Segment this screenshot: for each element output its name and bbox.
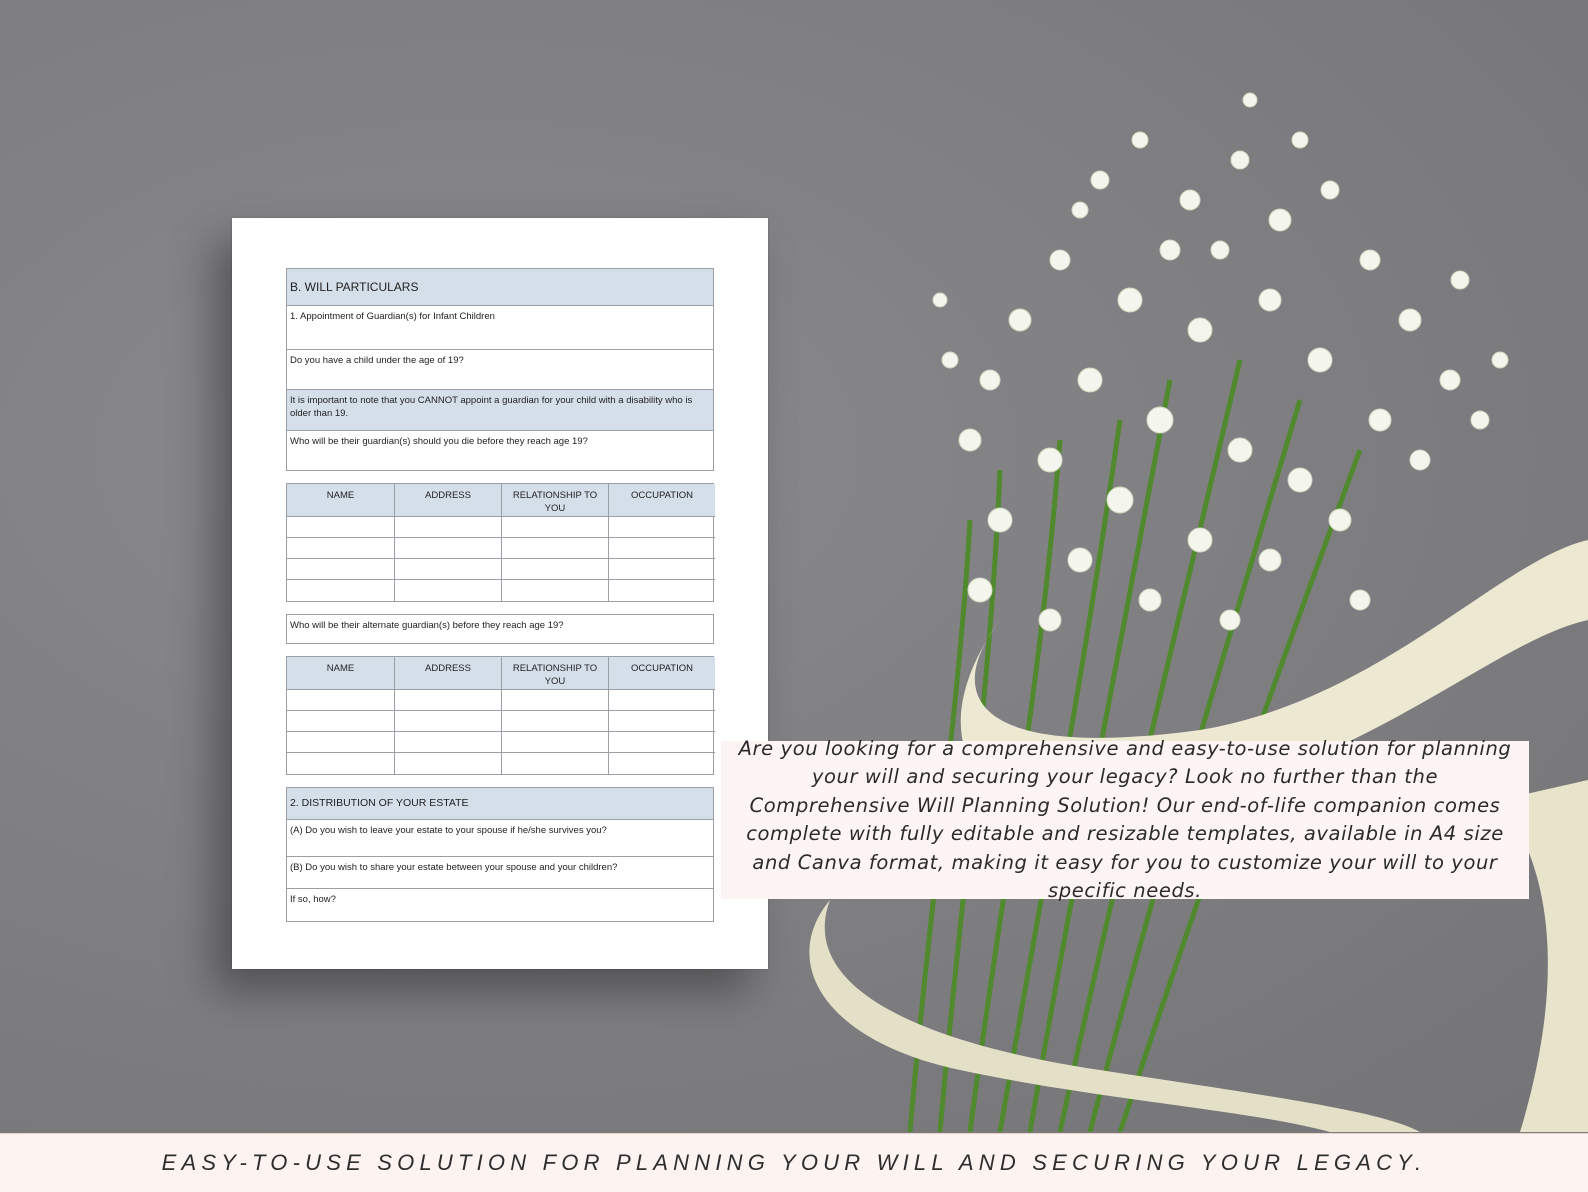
table-cell[interactable] [502,690,609,711]
table-cell[interactable] [502,517,609,538]
guardian-table [286,483,714,602]
table-cell[interactable] [395,517,502,538]
col-address-header: ADDRESS [395,657,502,690]
table-cell[interactable] [287,517,395,538]
table-cell[interactable] [395,711,502,732]
table-cell[interactable] [287,732,395,753]
section-b-box [286,268,714,471]
alternate-box [286,614,714,644]
table-cell[interactable] [502,538,609,559]
table-cell[interactable] [609,559,715,580]
table-cell[interactable] [395,559,502,580]
table-cell[interactable] [395,732,502,753]
table-cell[interactable] [609,732,715,753]
table-cell[interactable] [502,580,609,601]
table-cell[interactable] [609,753,715,774]
section-b-title: B. WILL PARTICULARS [287,269,713,306]
note-row: It is important to note that you CANNOT appoint a guardian for your child with a disability who is older than 19. [287,390,713,431]
alternate-guardian-table [286,656,714,775]
table-cell[interactable] [502,711,609,732]
table-cell[interactable] [287,538,395,559]
table-cell[interactable] [502,559,609,580]
table-cell[interactable] [287,753,395,774]
table-cell[interactable] [502,753,609,774]
who-guardian-row: Who will be their guardian(s) should you die before they reach age 19? [290,436,588,447]
question-a-row: (A) Do you wish to leave your estate to your spouse if he/she survives you? [287,820,713,857]
table-cell[interactable] [287,580,395,601]
table-cell[interactable] [395,690,502,711]
table-cell[interactable] [609,711,715,732]
table-cell[interactable] [395,580,502,601]
how-row: If so, how? [290,894,336,905]
table-cell[interactable] [609,538,715,559]
document-page [232,218,768,969]
table-cell[interactable] [287,690,395,711]
will-form [286,268,714,922]
col-relationship-header: RELATIONSHIP TO YOU [502,484,609,517]
table-cell[interactable] [395,753,502,774]
question-b-row: (B) Do you wish to share your estate between your spouse and your children? [287,857,713,889]
description-callout [721,736,1529,902]
table-cell[interactable] [287,711,395,732]
child-under-row: Do you have a child under the age of 19? [287,350,713,390]
alternate-row: Who will be their alternate guardian(s) before they reach age 19? [290,620,564,631]
footer-banner [0,1133,1588,1192]
section-2-title: 2. DISTRIBUTION OF YOUR ESTATE [287,788,713,820]
table-cell[interactable] [502,732,609,753]
col-occupation-header: OCCUPATION [609,657,715,690]
appointment-row: 1. Appointment of Guardian(s) for Infant Children [287,306,713,350]
table-cell[interactable] [609,690,715,711]
col-name-header: NAME [287,657,395,690]
table-cell[interactable] [287,559,395,580]
section-2-box [286,787,714,922]
col-occupation-header: OCCUPATION [609,484,715,517]
table-cell[interactable] [395,538,502,559]
table-cell[interactable] [609,517,715,538]
col-address-header: ADDRESS [395,484,502,517]
col-name-header: NAME [287,484,395,517]
table-cell[interactable] [609,580,715,601]
footer-tagline: EASY-TO-USE SOLUTION FOR PLANNING YOUR WILL AND SECURING YOUR LEGACY. [161,1150,1427,1175]
col-relationship-header: RELATIONSHIP TO YOU [502,657,609,690]
description-text: Are you looking for a comprehensive and easy-to-use solution for planning your will and securing your legacy? Look no further than the Comprehensive Will Planning Solution! Our end-of-life companion comes complete with fully editable and resizable templates, available in A4 size and Canva format, making it easy for you to customize your will to your specific needs. [738,736,1512,902]
